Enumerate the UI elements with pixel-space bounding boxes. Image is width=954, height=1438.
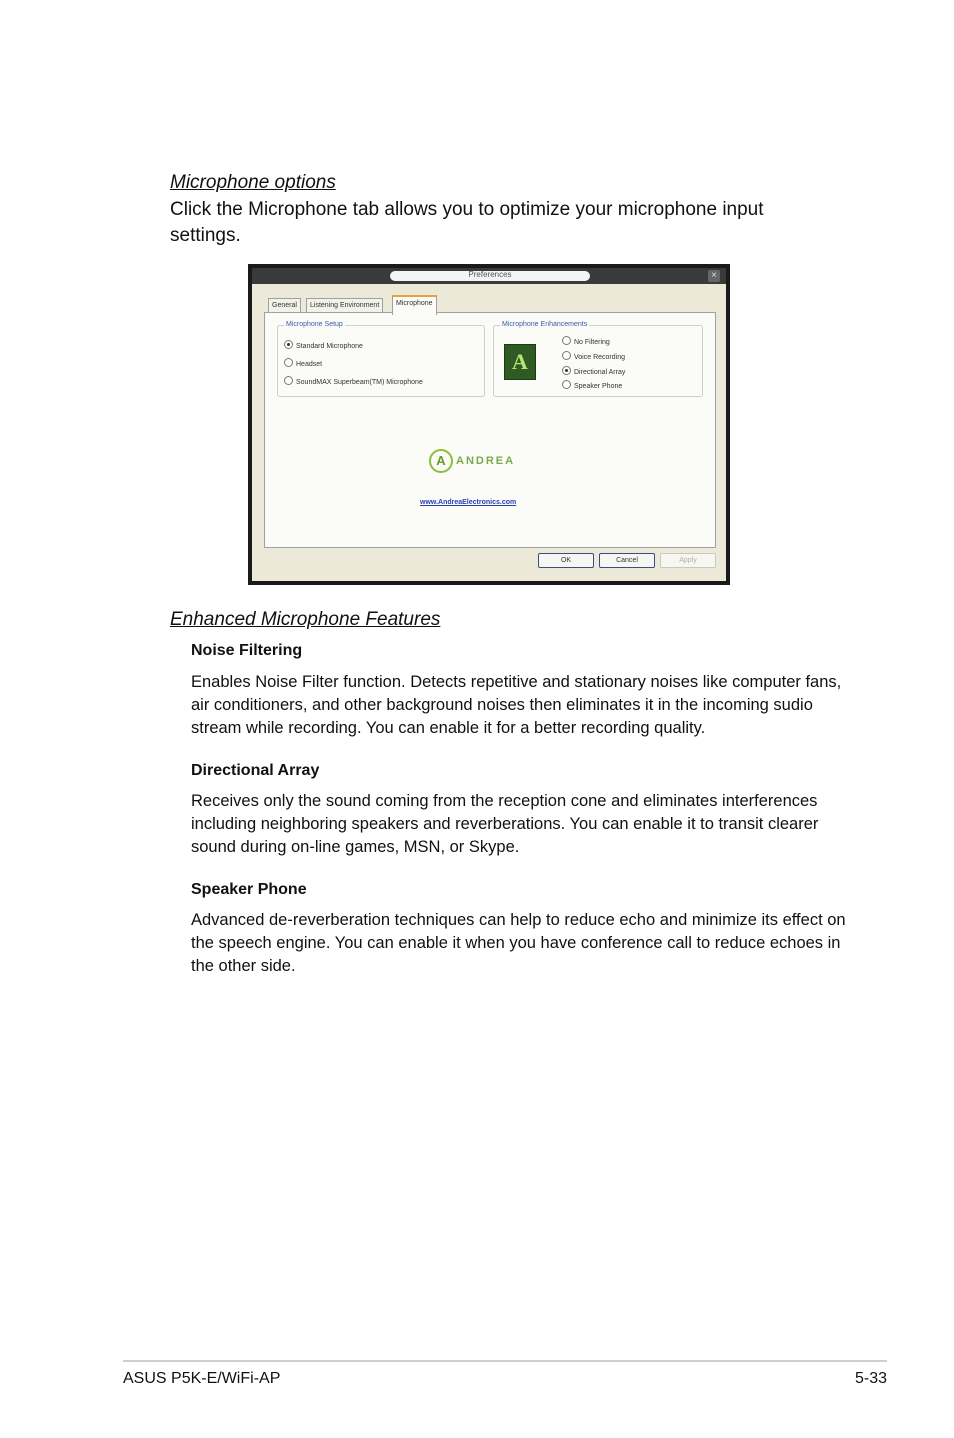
radio-icon[interactable]	[562, 351, 571, 360]
tab-general[interactable]: General	[268, 298, 301, 313]
option-label: Standard Microphone	[296, 343, 363, 350]
title-bar	[252, 268, 726, 284]
paragraph-speaker-phone: Advanced de-reverberation techniques can help to reduce echo and minimize its effect on the speech engine. You can enable it when you have conference call to reduce echoes in the other side.	[191, 911, 846, 975]
option-voice-recording[interactable]	[562, 351, 625, 363]
heading-noise-filtering: Noise Filtering	[191, 642, 303, 659]
radio-selected-icon[interactable]	[562, 366, 571, 375]
section-title-enhanced-features: Enhanced Microphone Features	[170, 609, 441, 630]
preferences-window	[252, 268, 726, 581]
cancel-button[interactable]: Cancel	[599, 553, 655, 568]
tab-listening-environment[interactable]: Listening Environment	[306, 298, 383, 313]
apply-button[interactable]: Apply	[660, 553, 716, 568]
microphone-enhancements-group	[493, 321, 703, 397]
option-headset[interactable]	[284, 358, 322, 370]
option-label: Speaker Phone	[574, 383, 623, 390]
footer-product-name: ASUS P5K-E/WiFi-AP	[123, 1370, 281, 1387]
microphone-setup-group	[277, 321, 485, 397]
andrea-website-link[interactable]: www.AndreaElectronics.com	[420, 499, 517, 506]
window-title: Preferences	[468, 270, 512, 279]
option-label: Directional Array	[574, 369, 626, 376]
radio-icon[interactable]	[562, 336, 571, 345]
microphone-enhancement-icon: A	[504, 344, 536, 380]
option-label: No Filtering	[574, 339, 610, 346]
radio-icon[interactable]	[562, 380, 571, 389]
radio-selected-icon[interactable]	[284, 340, 293, 349]
andrea-logo	[429, 449, 515, 473]
section-title-microphone-options: Microphone options	[170, 172, 336, 193]
footer-divider	[123, 1360, 887, 1362]
close-icon[interactable]: ×	[708, 270, 720, 282]
microphone-setup-title: Microphone Setup	[286, 321, 343, 328]
microphone-enhancements-title: Microphone Enhancements	[502, 321, 588, 328]
paragraph-noise-filtering: Enables Noise Filter function. Detects repetitive and stationary noises like computer fans, air conditioners, and other background noises then eliminates it in the incoming sudio stream while recording. You can enable it for a better recording quality.	[191, 673, 842, 737]
andrea-logo-icon: A	[429, 449, 453, 473]
tab-microphone[interactable]: Microphone	[392, 295, 437, 315]
preferences-dialog-screenshot	[248, 264, 730, 585]
paragraph-directional-array: Receives only the sound coming from the reception cone and eliminates interferences including neighboring speakers and reverberations. You can enable it to transit clearer sound during on-line games, MSN, or Skype.	[191, 792, 819, 856]
footer-page-number: 5-33	[854, 1370, 887, 1387]
microphone-tab-panel	[264, 312, 716, 548]
heading-speaker-phone: Speaker Phone	[191, 881, 307, 898]
option-superbeam-microphone[interactable]	[284, 376, 423, 388]
option-standard-microphone[interactable]	[284, 340, 363, 352]
option-directional-array[interactable]	[562, 366, 625, 378]
ok-button[interactable]: OK	[538, 553, 594, 568]
andrea-logo-text: ANDREA	[456, 455, 516, 467]
heading-directional-array: Directional Array	[191, 762, 320, 779]
option-speaker-phone[interactable]	[562, 380, 622, 392]
radio-icon[interactable]	[284, 376, 293, 385]
title-pill	[390, 271, 590, 281]
radio-icon[interactable]	[284, 358, 293, 367]
option-label: Voice Recording	[574, 354, 625, 361]
intro-paragraph: Click the Microphone tab allows you to optimize your microphone input settings.	[170, 199, 764, 246]
option-label: SoundMAX Superbeam(TM) Microphone	[296, 379, 423, 386]
option-label: Headset	[296, 361, 323, 368]
option-no-filtering[interactable]	[562, 336, 610, 348]
